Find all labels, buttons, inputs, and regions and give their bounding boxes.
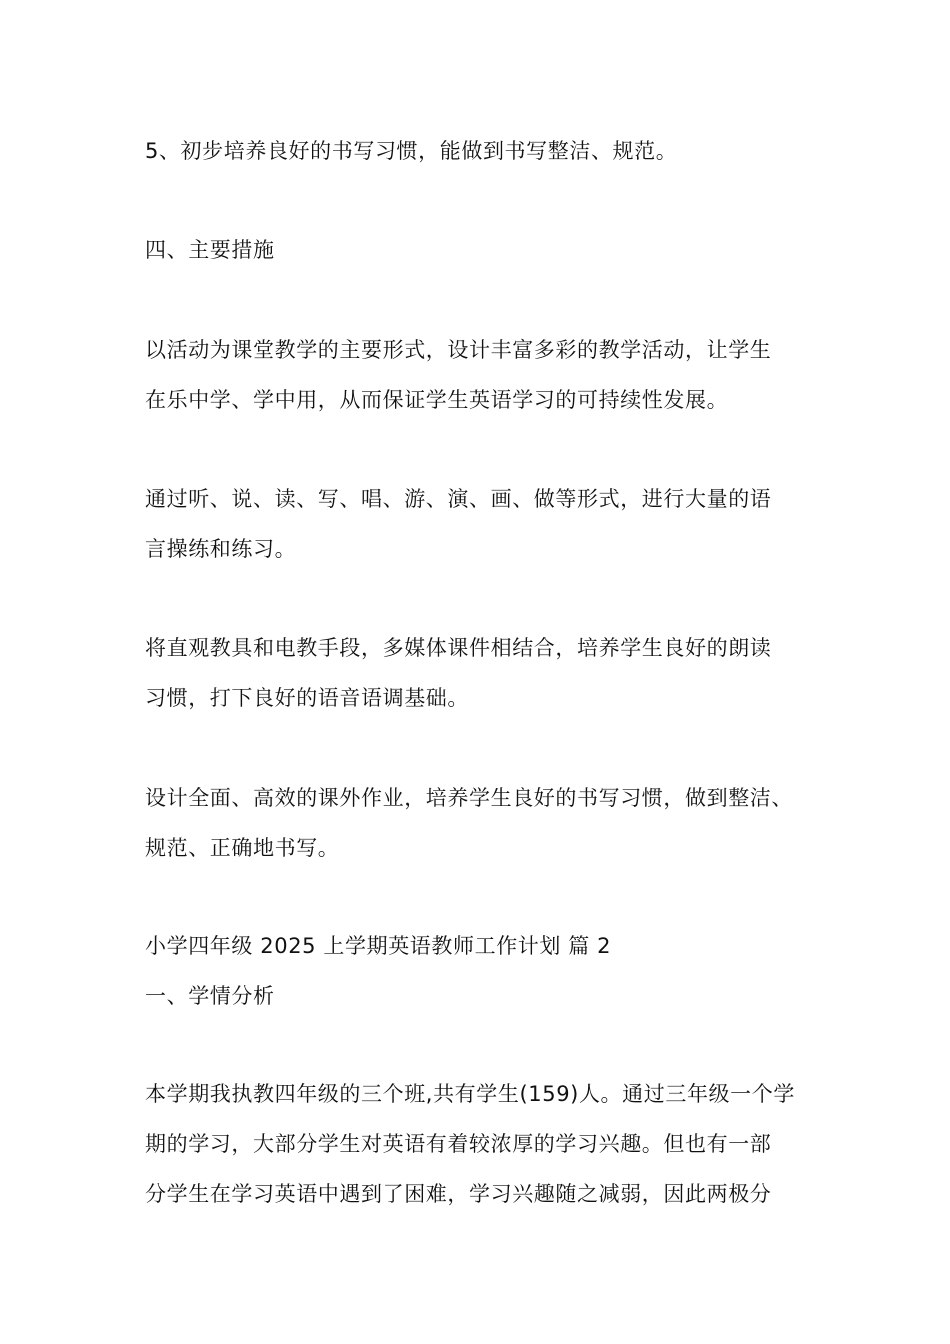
- paragraph-line: 通过听、说、读、写、唱、游、演、画、做等形式，进行大量的语: [145, 487, 772, 511]
- paragraph-line: 言操练和练习。: [145, 537, 297, 561]
- section-heading: 四、主要措施: [145, 238, 275, 262]
- paragraph-line: 设计全面、高效的课外作业，培养学生良好的书写习惯，做到整洁、: [145, 786, 793, 810]
- paragraph-line: 本学期我执教四年级的三个班,共有学生(159)人。通过三年级一个学: [145, 1082, 795, 1106]
- paragraph-line: 以活动为课堂教学的主要形式，设计丰富多彩的教学活动，让学生: [145, 338, 772, 362]
- paragraph-line: 在乐中学、学中用，从而保证学生英语学习的可持续性发展。: [145, 388, 729, 412]
- paragraph-line: 习惯，打下良好的语音语调基础。: [145, 686, 469, 710]
- paragraph-line: 将直观教具和电教手段，多媒体课件相结合，培养学生良好的朗读: [145, 636, 772, 660]
- section-heading: 一、学情分析: [145, 984, 275, 1008]
- paragraph-line: 分学生在学习英语中遇到了困难，学习兴趣随之减弱，因此两极分: [145, 1182, 772, 1206]
- paragraph-line: 5、初步培养良好的书写习惯，能做到书写整洁、规范。: [145, 139, 678, 163]
- plan-title: 小学四年级 2025 上学期英语教师工作计划 篇 2: [145, 934, 612, 958]
- paragraph-line: 规范、正确地书写。: [145, 836, 340, 860]
- paragraph-line: 期的学习，大部分学生对英语有着较浓厚的学习兴趣。但也有一部: [145, 1132, 772, 1156]
